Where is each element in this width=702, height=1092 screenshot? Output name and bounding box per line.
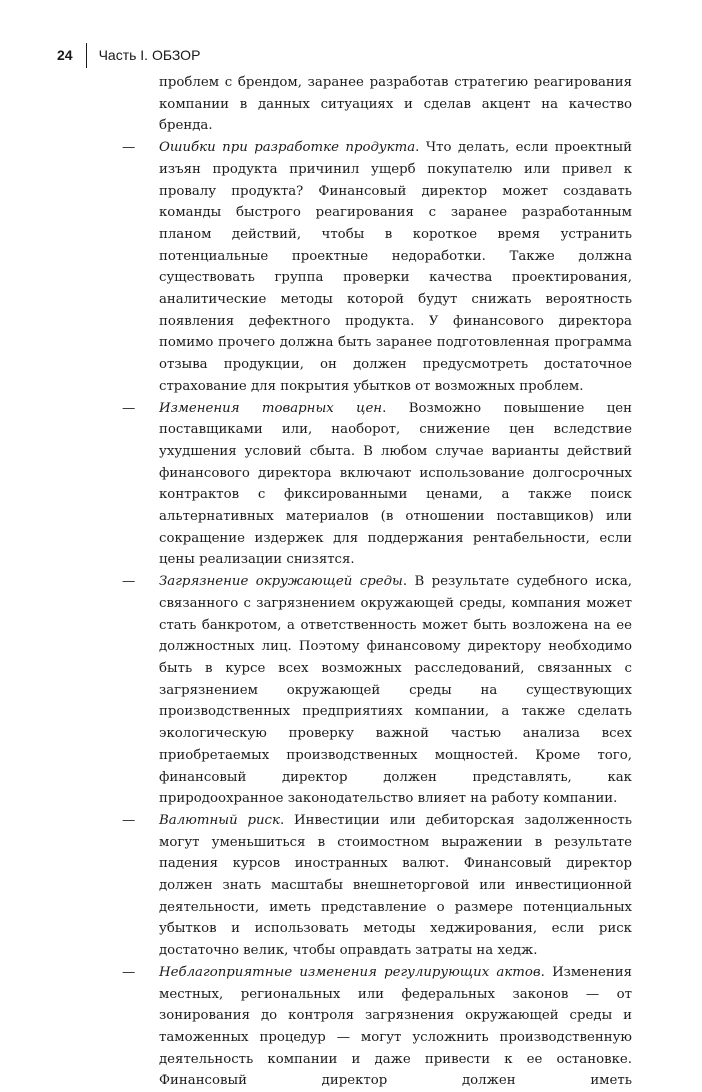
list-item-term: Изменения товарных цен — [159, 400, 383, 416]
running-header — [57, 40, 200, 70]
list-item — [122, 571, 632, 810]
section-title: Часть I. ОБЗОР — [98, 47, 201, 63]
list-dash: — — [122, 574, 136, 590]
list-dash: — — [122, 400, 136, 416]
list-item-term: Загрязнение окружающей среды — [159, 574, 403, 590]
continued-paragraph: проблем с брендом, заранее разработав стратегию реагирования компании в данных ситуациях и сделав акцент на качество бренда. — [159, 75, 632, 134]
list-item — [122, 137, 632, 397]
list-item-term: Ошибки при разработке продукта — [159, 140, 416, 156]
page-number: 24 — [57, 47, 73, 63]
list-item — [122, 398, 632, 572]
list-item-text: . В результате судебного иска, связанного с загрязнением окружающей среды, компания может стать банкротом, а ответственность может быть возложена на ее должностных лиц. Поэтому финансовому директору необходимо быть в курсе всех возможных расследований, связанных с загрязнением окружающей среды на существующих производственных предприятиях компании, а также сделать экологическую проверку важной частью анализа всех приобретаемых производственных мощностей. Кроме того, финансовый директор должен представлять, как природоохранное законодательство влияет на работу компании. — [159, 574, 632, 807]
page-body — [122, 72, 632, 1092]
header-divider — [86, 43, 87, 68]
list-item-term: Валютный риск — [159, 812, 280, 828]
list-item-text: . Возможно повышение цен поставщиками или, наоборот, снижение цен вследствие ухудшения условий сбыта. В любом случае варианты действий финансового директора включают использование долгосрочных контрактов с фиксированными ценами, а также поиск альтернативных материалов (в отношении поставщиков) или сокращение издержек для поддержания рентабельности, если цены реализации снизятся. — [159, 400, 633, 568]
list-item-text: . Что делать, если проектный изъян продукта причинил ущерб покупателю или привел к провалу продукта? Финансовый директор может создавать команды быстрого реагирования с заранее разработанным планом действий, чтобы в короткое время устранить потенциальные проектные недоработки. Также должна существовать группа проверки качества проектирования, аналитические методы которой будут снижать вероятность появления дефектного продукта. У финансового директора помимо прочего должна быть заранее подготовленная программа отзыва продукции, он должен предусмотреть достаточное страхование для покрытия убытков от возможных проблем. — [159, 140, 632, 394]
list-item-term: Неблагоприятные изменения регулирующих актов — [159, 964, 541, 980]
list-dash: — — [122, 140, 136, 156]
list-item-text: . Изменения местных, региональных или федеральных законов — от зонирования до контроля загрязнения окружающей среды и таможенных процедур — могут усложнить производственную деятельность компании и даже привести к ее остановке. Финансовый директор должен иметь — [159, 964, 632, 1089]
list-item — [122, 810, 632, 962]
list-dash: — — [122, 964, 136, 980]
list-item-text: . Инвестиции или дебиторская задолженность могут уменьшиться в стоимостном выражении в результате падения курсов иностранных валют. Финансовый директор должен знать масштабы внешнеторговой или инвестиционной деятельности, иметь представление о размере потенциальных убытков и использовать методы хеджирования, если риск достаточно велик, чтобы оправдать затраты на хедж. — [159, 812, 632, 959]
list-item — [122, 962, 632, 1092]
list-dash: — — [122, 812, 136, 828]
